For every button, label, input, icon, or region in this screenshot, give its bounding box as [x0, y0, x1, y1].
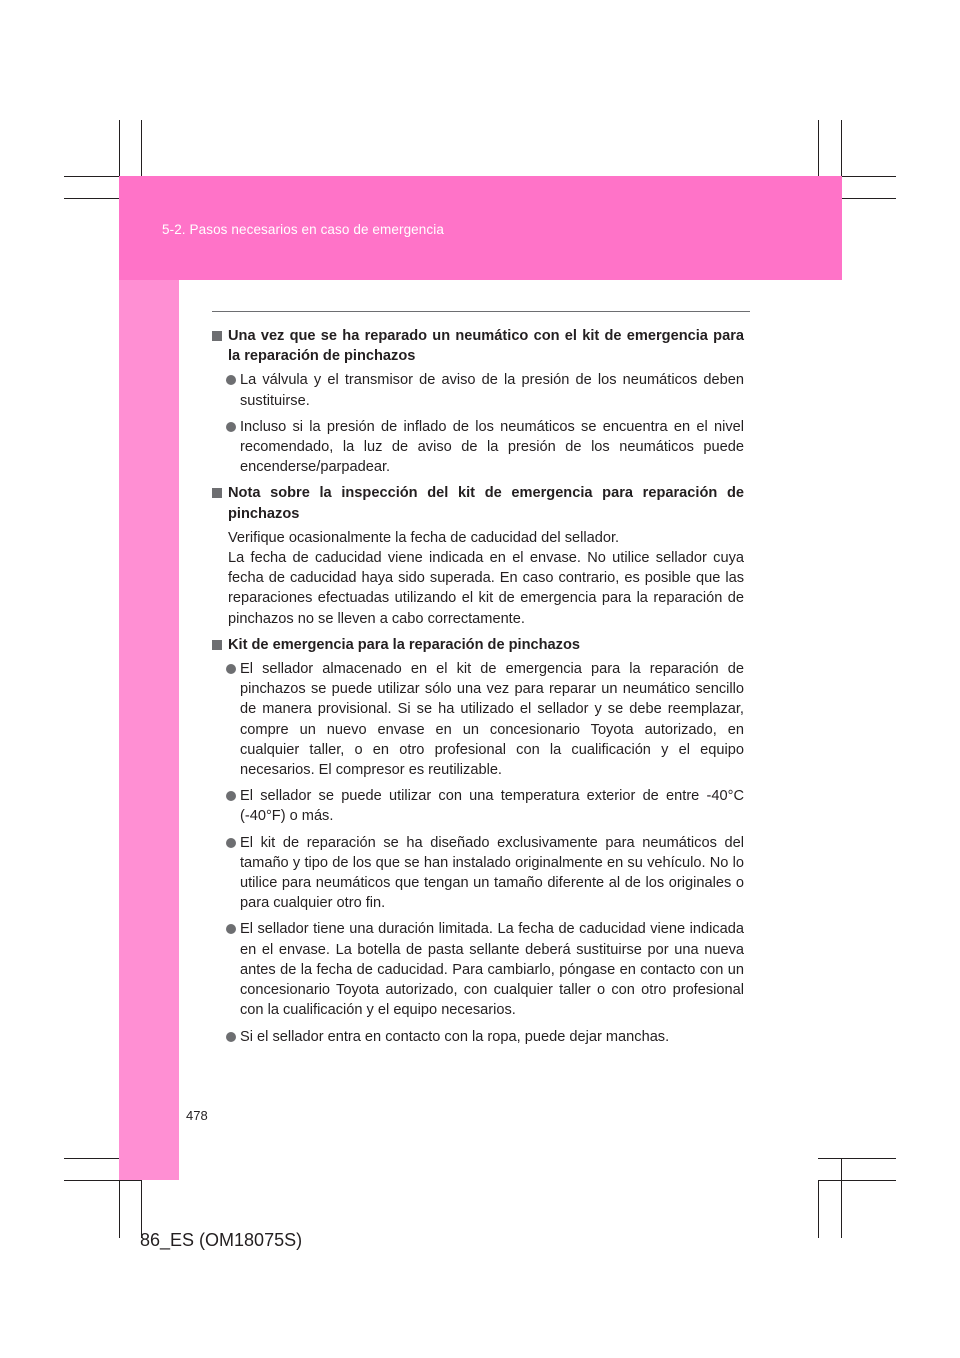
list-item-text: Incluso si la presión de inflado de los neumáticos se encuentra en el nivel recomendado, la luz de aviso de la presión de los neumáticos puede encenderse/parpadear.	[240, 418, 744, 476]
heading-text: Kit de emergencia para la reparación de pinchazos	[228, 636, 580, 653]
circle-bullet-icon	[226, 791, 236, 801]
list-item-text: El sellador tiene una duración limitada. La fecha de caducidad viene indicada en el envase. La botella de pasta sellante deberá sustituirse por una nueva antes de la fecha de caducidad. Para cambiarlo, póngase en contacto con un concesionario Toyota autorizado, con cualquier taller o con otro profesional con la cualificación y el equipo necesarios.	[240, 921, 744, 1019]
square-bullet-icon	[212, 640, 222, 650]
list-item	[212, 833, 744, 914]
list-item	[212, 919, 744, 1020]
section-heading	[212, 326, 744, 366]
list-item	[212, 659, 744, 780]
circle-bullet-icon	[226, 924, 236, 934]
circle-bullet-icon	[226, 838, 236, 848]
heading-text: Una vez que se ha reparado un neumático con el kit de emergencia para la reparación de pinchazos	[228, 328, 744, 365]
paragraph	[212, 528, 744, 629]
page-number: 478	[186, 1108, 208, 1123]
list-item-text: Si el sellador entra en contacto con la ropa, puede dejar manchas.	[240, 1028, 670, 1045]
square-bullet-icon	[212, 331, 222, 341]
square-bullet-icon	[212, 488, 222, 498]
crop-mark	[64, 1180, 142, 1181]
list-item	[212, 1027, 744, 1047]
section-heading	[212, 635, 744, 655]
crop-mark	[818, 1180, 896, 1181]
crop-mark	[818, 1180, 819, 1238]
paragraph-line: Verifique ocasionalmente la fecha de caducidad del sellador.	[228, 529, 620, 546]
crop-mark	[841, 1158, 842, 1238]
circle-bullet-icon	[226, 1032, 236, 1042]
document-code: 86_ES (OM18075S)	[140, 1230, 303, 1250]
side-band	[119, 280, 179, 1180]
heading-text: Nota sobre la inspección del kit de emergencia para reparación de pinchazos	[228, 485, 744, 522]
list-item	[212, 786, 744, 826]
circle-bullet-icon	[226, 422, 236, 432]
top-rule	[212, 311, 750, 312]
circle-bullet-icon	[226, 664, 236, 674]
list-item-text: El kit de reparación se ha diseñado exclusivamente para neumáticos del tamaño y tipo de los que se han instalado originalmente en su vehículo. No lo utilice para neumáticos que tengan un tamaño diferente al de los originales o para cualquier otro fin.	[240, 834, 744, 912]
list-item-text: La válvula y el transmisor de aviso de la presión de los neumáticos deben sustituirse.	[240, 372, 744, 409]
section-heading	[212, 483, 744, 523]
list-item-text: El sellador almacenado en el kit de emergencia para la reparación de pinchazos se puede utilizar sólo una vez para reparar un neumático sencillo de manera provisional. Si se ha utilizado el sellador y se debe reemplazar, compre un nuevo envase en un concesionario Toyota autorizado, en cualquier taller, o en otro profesional con la cualificación y el equipo necesarios. El compresor es reutilizable.	[240, 661, 744, 779]
list-item	[212, 370, 744, 410]
page-content	[212, 326, 744, 1053]
section-title: 5-2. Pasos necesarios en caso de emergencia	[162, 222, 444, 237]
list-item-text: El sellador se puede utilizar con una temperatura exterior de entre -40°C (-40°F) o más.	[240, 788, 744, 825]
list-item	[212, 417, 744, 478]
circle-bullet-icon	[226, 375, 236, 385]
paragraph-line: La fecha de caducidad viene indicada en el envase. No utilice sellador cuya fecha de caducidad haya sido superada. En caso contrario, es posible que las reparaciones efectuadas utilizando el kit de emergencia para la reparación de pinchazos no se lleven a cabo correctamente.	[228, 550, 744, 627]
crop-mark	[818, 1158, 896, 1159]
